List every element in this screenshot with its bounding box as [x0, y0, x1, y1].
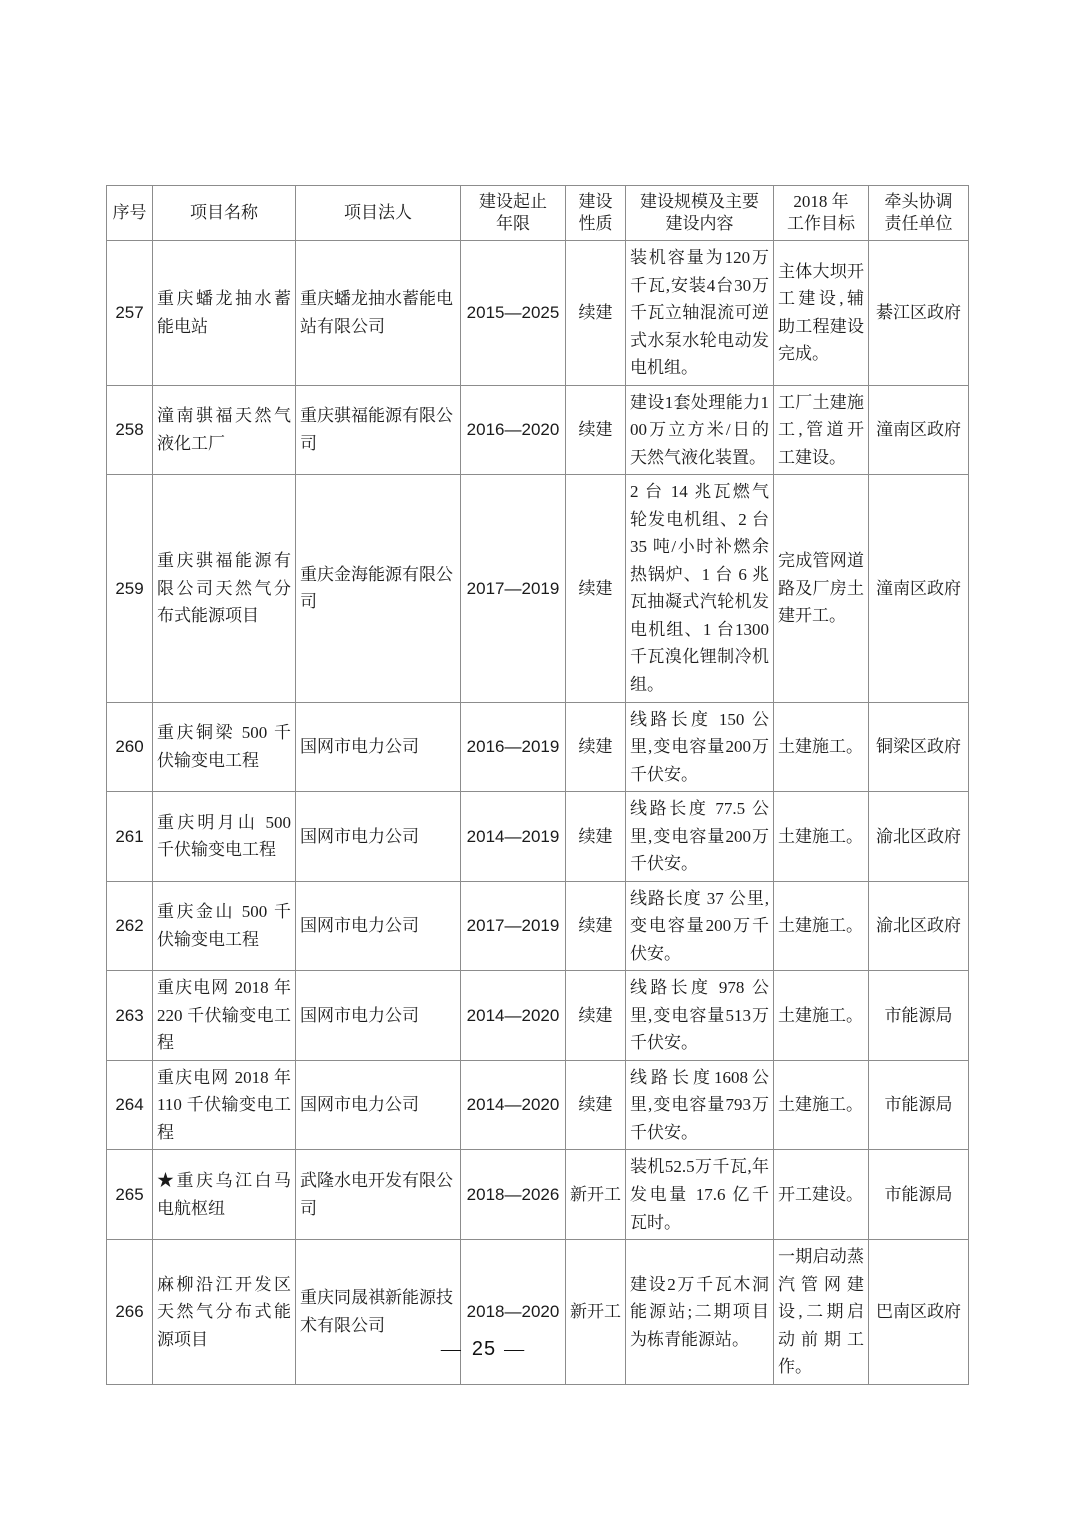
- column-header-seq: [107, 186, 153, 241]
- cell-seq: 259: [107, 475, 153, 702]
- cell-construction-nature: 续建: [566, 241, 626, 386]
- cell-construction-period: 2014—2020: [461, 971, 566, 1061]
- table-row: [107, 241, 969, 386]
- cell-construction-period: 2016—2019: [461, 702, 566, 792]
- table-header-row: [107, 186, 969, 241]
- cell-legal-entity: 重庆蟠龙抽水蓄能电站有限公司: [296, 241, 461, 386]
- cell-legal-entity: 重庆同晟祺新能源技术有限公司: [296, 1240, 461, 1385]
- cell-scale-content: 线路长度 978 公里,变电容量513万千伏安。: [626, 971, 774, 1061]
- cell-responsible-unit: 市能源局: [869, 1060, 969, 1150]
- cell-construction-nature: 续建: [566, 881, 626, 971]
- cell-construction-period: 2018—2020: [461, 1240, 566, 1385]
- project-table: [106, 185, 969, 1385]
- column-header-responsible-unit-line2: 责任单位: [884, 214, 953, 233]
- cell-seq: 262: [107, 881, 153, 971]
- column-header-2018-goal-line2: 工作目标: [787, 214, 855, 233]
- cell-seq: 257: [107, 241, 153, 386]
- cell-responsible-unit: 巴南区政府: [869, 1240, 969, 1385]
- cell-scale-content: 2 台 14 兆瓦燃气轮发电机组、2 台35 吨/小时补燃余热锅炉、1 台 6 兆瓦抽凝式汽轮机发电机组、1 台1300 千瓦溴化锂制冷机组。: [626, 475, 774, 702]
- column-header-scale-content-line1: 建设规模及主要: [640, 191, 759, 211]
- cell-construction-nature: 新开工: [566, 1240, 626, 1385]
- table-row: [107, 385, 969, 475]
- cell-scale-content: 建设2万千瓦木洞能源站;二期项目为栋青能源站。: [626, 1240, 774, 1385]
- cell-scale-content: 装机52.5万千瓦,年发电量 17.6 亿千瓦时。: [626, 1150, 774, 1240]
- cell-construction-period: 2018—2026: [461, 1150, 566, 1240]
- column-header-construction-nature: [566, 186, 626, 241]
- column-header-responsible-unit: [869, 186, 969, 241]
- cell-project-name: ★重庆乌江白马电航枢纽: [153, 1150, 296, 1240]
- cell-responsible-unit: 渝北区政府: [869, 792, 969, 882]
- cell-scale-content: 线路长度 77.5 公里,变电容量200万千伏安。: [626, 792, 774, 882]
- cell-construction-nature: 续建: [566, 702, 626, 792]
- cell-scale-content: 线路长度 37 公里,变电容量200万千伏安。: [626, 881, 774, 971]
- cell-project-name: 麻柳沿江开发区天然气分布式能源项目: [153, 1240, 296, 1385]
- cell-construction-nature: 新开工: [566, 1150, 626, 1240]
- table-row: [107, 971, 969, 1061]
- footer-dash-left: —: [440, 1338, 464, 1360]
- cell-seq: 261: [107, 792, 153, 882]
- cell-responsible-unit: 市能源局: [869, 971, 969, 1061]
- cell-project-name: 重庆铜梁 500 千伏输变电工程: [153, 702, 296, 792]
- cell-legal-entity: 国网市电力公司: [296, 881, 461, 971]
- cell-responsible-unit: 渝北区政府: [869, 881, 969, 971]
- table-row: [107, 1060, 969, 1150]
- cell-2018-goal: 土建施工。: [774, 971, 869, 1061]
- cell-2018-goal: 土建施工。: [774, 702, 869, 792]
- table-row: [107, 1150, 969, 1240]
- cell-scale-content: 建设1套处理能力100万立方米/日的天然气液化装置。: [626, 385, 774, 475]
- cell-construction-nature: 续建: [566, 475, 626, 702]
- column-header-project-name: [153, 186, 296, 241]
- page-footer: [0, 1338, 1074, 1361]
- cell-project-name: 重庆蟠龙抽水蓄能电站: [153, 241, 296, 386]
- cell-construction-period: 2014—2020: [461, 1060, 566, 1150]
- column-header-construction-nature-line2: 性质: [578, 214, 613, 233]
- cell-project-name: 重庆电网 2018 年 220 千伏输变电工程: [153, 971, 296, 1061]
- cell-legal-entity: 国网市电力公司: [296, 792, 461, 882]
- cell-construction-period: 2017—2019: [461, 475, 566, 702]
- cell-responsible-unit: 潼南区政府: [869, 475, 969, 702]
- cell-project-name: 重庆骐福能源有限公司天然气分布式能源项目: [153, 475, 296, 702]
- cell-seq: 266: [107, 1240, 153, 1385]
- cell-construction-period: 2014—2019: [461, 792, 566, 882]
- column-header-2018-goal: [774, 186, 869, 241]
- column-header-scale-content: [626, 186, 774, 241]
- column-header-seq-label: 序号: [112, 202, 147, 222]
- cell-legal-entity: 国网市电力公司: [296, 702, 461, 792]
- page-number: 25: [471, 1338, 497, 1360]
- cell-2018-goal: 主体大坝开工建设,辅助工程建设完成。: [774, 241, 869, 386]
- cell-2018-goal: 土建施工。: [774, 881, 869, 971]
- column-header-construction-period-line2: 年限: [496, 214, 530, 233]
- cell-construction-period: 2015—2025: [461, 241, 566, 386]
- column-header-construction-period: [461, 186, 566, 241]
- cell-seq: 263: [107, 971, 153, 1061]
- column-header-legal-entity: [296, 186, 461, 241]
- cell-legal-entity: 武隆水电开发有限公司: [296, 1150, 461, 1240]
- column-header-legal-entity-label: 项目法人: [344, 202, 412, 222]
- cell-scale-content: 线路长度 150 公里,变电容量200万千伏安。: [626, 702, 774, 792]
- cell-responsible-unit: 铜梁区政府: [869, 702, 969, 792]
- cell-responsible-unit: 綦江区政府: [869, 241, 969, 386]
- column-header-2018-goal-line1: 2018 年: [793, 191, 849, 211]
- column-header-construction-period-line1: 建设起止: [479, 191, 547, 211]
- cell-seq: 264: [107, 1060, 153, 1150]
- cell-responsible-unit: 潼南区政府: [869, 385, 969, 475]
- cell-construction-nature: 续建: [566, 1060, 626, 1150]
- cell-project-name: 重庆金山 500 千伏输变电工程: [153, 881, 296, 971]
- footer-dash-right: —: [504, 1338, 528, 1360]
- cell-seq: 258: [107, 385, 153, 475]
- cell-seq: 265: [107, 1150, 153, 1240]
- column-header-scale-content-line2: 建设内容: [665, 214, 734, 233]
- cell-2018-goal: 土建施工。: [774, 1060, 869, 1150]
- cell-project-name: 重庆明月山 500 千伏输变电工程: [153, 792, 296, 882]
- cell-construction-period: 2016—2020: [461, 385, 566, 475]
- cell-construction-period: 2017—2019: [461, 881, 566, 971]
- cell-construction-nature: 续建: [566, 971, 626, 1061]
- cell-responsible-unit: 市能源局: [869, 1150, 969, 1240]
- cell-project-name: 潼南骐福天然气液化工厂: [153, 385, 296, 475]
- cell-2018-goal: 完成管网道路及厂房土建开工。: [774, 475, 869, 702]
- cell-scale-content: 线路长度1608公里,变电容量793万千伏安。: [626, 1060, 774, 1150]
- cell-scale-content: 装机容量为120万千瓦,安装4台30万千瓦立轴混流可逆式水泵水轮电动发电机组。: [626, 241, 774, 386]
- column-header-construction-nature-line1: 建设: [578, 191, 613, 211]
- table-row: [107, 792, 969, 882]
- project-table-body: [107, 241, 969, 1385]
- cell-2018-goal: 一期启动蒸汽管网建设,二期启动前期工作。: [774, 1240, 869, 1385]
- cell-legal-entity: 国网市电力公司: [296, 971, 461, 1061]
- column-header-responsible-unit-line1: 牵头协调: [884, 191, 953, 211]
- table-row: [107, 475, 969, 702]
- cell-2018-goal: 土建施工。: [774, 792, 869, 882]
- table-row: [107, 702, 969, 792]
- table-row: [107, 1240, 969, 1385]
- cell-2018-goal: 工厂土建施工,管道开工建设。: [774, 385, 869, 475]
- cell-legal-entity: 重庆骐福能源有限公司: [296, 385, 461, 475]
- table-row: [107, 881, 969, 971]
- cell-seq: 260: [107, 702, 153, 792]
- cell-construction-nature: 续建: [566, 792, 626, 882]
- project-table-container: [106, 185, 968, 1385]
- cell-construction-nature: 续建: [566, 385, 626, 475]
- cell-project-name: 重庆电网 2018 年 110 千伏输变电工程: [153, 1060, 296, 1150]
- cell-2018-goal: 开工建设。: [774, 1150, 869, 1240]
- cell-legal-entity: 国网市电力公司: [296, 1060, 461, 1150]
- column-header-project-name-label: 项目名称: [190, 202, 258, 222]
- cell-legal-entity: 重庆金海能源有限公司: [296, 475, 461, 702]
